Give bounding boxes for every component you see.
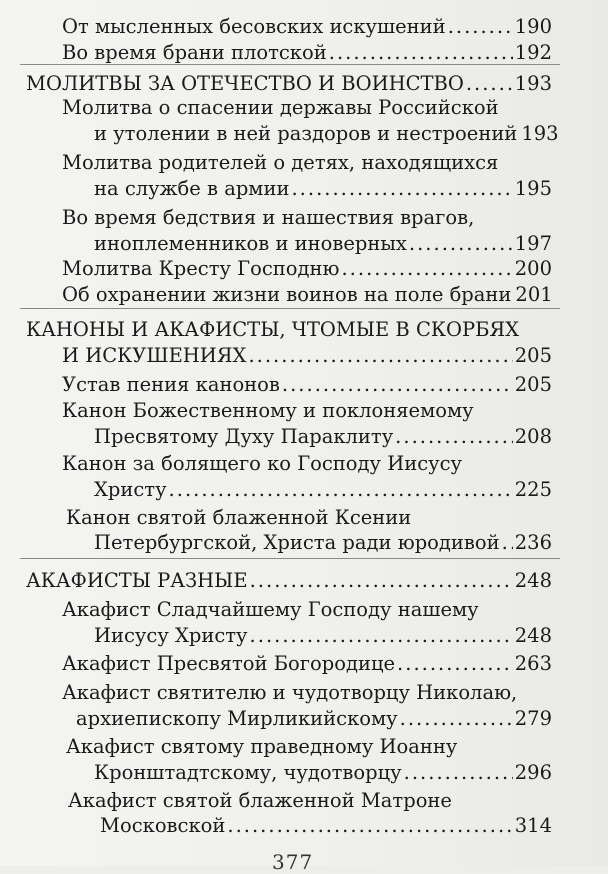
toc-entry-page: 193 (521, 122, 559, 145)
toc-entry-title: Канон святой блаженной Ксении (66, 506, 412, 529)
toc-entry (94, 231, 552, 257)
section-divider (20, 64, 560, 65)
toc-entry-page: 200 (514, 257, 552, 280)
dot-leader (282, 372, 513, 398)
toc-entry-page: 279 (514, 707, 552, 730)
toc-entry-title: Христу (94, 478, 167, 501)
toc-entry (62, 651, 552, 677)
toc-entry-title: Петербургской, Христа ради юродивой (94, 531, 500, 554)
toc-entry-page: 205 (514, 344, 552, 367)
toc-entry-page: 296 (514, 761, 552, 784)
toc-entry-title: Устав пения канонов (62, 373, 280, 396)
toc-entry (62, 95, 552, 121)
toc-entry-title: Акафист Сладчайшему Господу нашему (62, 598, 479, 621)
page-number: 377 (272, 850, 314, 874)
toc-entry (62, 398, 552, 424)
toc-entry-page: 190 (514, 15, 552, 38)
toc-entry-title: От мысленных бесовских искушений (62, 15, 446, 38)
toc-entry (26, 317, 552, 343)
toc-entry-title: Во время брани плотской (62, 41, 327, 64)
toc-entry-title: И ИСКУШЕНИЯХ (62, 344, 247, 367)
toc-entry-page: 248 (514, 624, 552, 647)
toc-entry-title: иноплеменников и иноверных (94, 232, 407, 255)
toc-entry (94, 623, 552, 649)
toc-entry-title: Молитва родителей о детях, находящихся (62, 151, 499, 174)
toc-entry (62, 205, 552, 231)
toc-entry-title: архиепископу Мирликийскому (76, 707, 398, 730)
dot-leader (250, 623, 513, 649)
toc-entry-page: 248 (514, 569, 552, 592)
toc-entry-title: Московской (100, 814, 226, 837)
toc-entry (68, 788, 552, 814)
dot-leader (341, 256, 512, 282)
dot-leader (329, 40, 513, 66)
toc-entry-title: Акафист святой блаженной Матроне (68, 789, 452, 812)
toc-entry (66, 734, 552, 760)
dot-leader (248, 343, 512, 369)
toc-entry (62, 282, 552, 308)
toc-entry (62, 150, 552, 176)
toc-entry-title: на службе в армии (94, 177, 290, 200)
toc-entry (62, 256, 552, 282)
toc-entry (94, 530, 552, 556)
dot-leader (502, 530, 513, 556)
toc-entry-title: АКАФИСТЫ РАЗНЫЕ (26, 569, 248, 592)
toc-entry (62, 680, 552, 706)
toc-entry-title: Во время бедствия и нашествия врагов, (62, 206, 475, 229)
toc-entry-title: Пресвятому Духу Параклиту (94, 425, 394, 448)
toc-entry-title: Акафист святому праведному Иоанну (66, 735, 458, 758)
dot-leader (395, 424, 513, 450)
toc-entry-title: МОЛИТВЫ ЗА ОТЕЧЕСТВО И ВОИНСТВО (26, 72, 464, 95)
toc-entry (100, 813, 552, 839)
toc-entry-page: 205 (514, 373, 552, 396)
toc-entry-page: 192 (514, 41, 552, 64)
dot-leader (291, 176, 512, 202)
dot-leader (409, 231, 513, 257)
dot-leader (404, 760, 513, 786)
toc-entry-page: 201 (515, 283, 553, 306)
toc-entry-title: Кронштадтскому, чудотворцу (94, 761, 402, 784)
toc-entry-title: Канон за болящего ко Господу Иисусу (62, 452, 463, 475)
toc-entry-title: Акафист Пресвятой Богородице (62, 652, 396, 675)
toc-entry-page: 195 (514, 177, 552, 200)
toc-entry (26, 71, 552, 97)
toc-entry (66, 505, 552, 531)
toc-entry-title: Канон Божественному и поклоняемому (62, 399, 474, 422)
toc-entry (62, 597, 552, 623)
dot-leader (397, 651, 513, 677)
toc-entry (76, 706, 552, 732)
section-divider (20, 308, 560, 309)
toc-entry-page: 225 (514, 478, 552, 501)
toc-entry-title: Акафист святителю и чудотворцу Николаю, (62, 681, 518, 704)
toc-entry-title: Молитва о спасении державы Российской (62, 96, 499, 119)
dot-leader (169, 477, 513, 503)
dot-leader (250, 568, 513, 594)
dot-leader (400, 706, 513, 732)
toc-entry (94, 477, 552, 503)
toc-entry-page: 193 (514, 72, 552, 95)
toc-entry-title: Иисусу Христу (94, 624, 248, 647)
toc-entry (62, 343, 552, 369)
toc-entry (62, 451, 552, 477)
toc-entry-title: Об охранении жизни воинов на поле брани (62, 283, 512, 306)
toc-entry-page: 263 (514, 652, 552, 675)
toc-entry (94, 176, 552, 202)
toc-entry (94, 424, 552, 450)
toc-entry-title: Молитва Кресту Господню (62, 257, 340, 280)
toc-entry-title: КАНОНЫ И АКАФИСТЫ, ЧТОМЫЕ В СКОРБЯХ (26, 318, 520, 341)
section-divider (20, 558, 560, 559)
dot-leader (448, 14, 513, 40)
toc-entry (62, 372, 552, 398)
toc-entry (94, 760, 552, 786)
toc-entry-title: и утолении в ней раздоров и нестроений (94, 122, 518, 145)
toc-entry-page: 236 (514, 531, 552, 554)
toc-entry-page: 197 (514, 232, 552, 255)
toc-entry (26, 568, 552, 594)
toc-entry-page: 208 (514, 425, 552, 448)
toc-entry (62, 40, 552, 66)
toc-entry (62, 14, 552, 40)
toc-entry-page: 314 (514, 814, 552, 837)
dot-leader (227, 813, 512, 839)
toc-entry (94, 121, 559, 147)
dot-leader (466, 71, 513, 97)
